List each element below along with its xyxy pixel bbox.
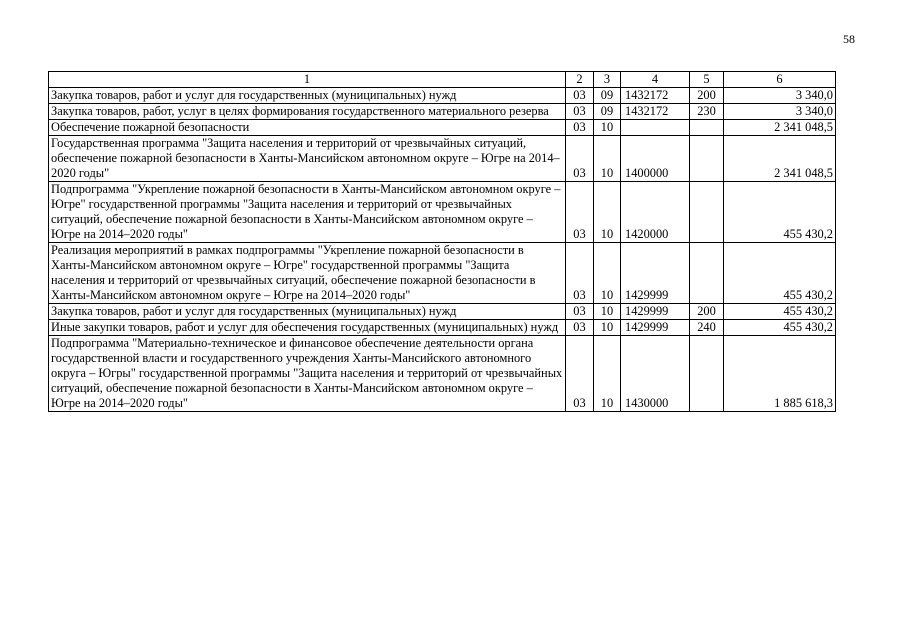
row-subsection: 10 xyxy=(594,336,621,412)
table-row xyxy=(49,243,836,304)
row-section: 03 xyxy=(566,120,594,136)
row-section: 03 xyxy=(566,320,594,336)
row-amount: 2 341 048,5 xyxy=(724,120,836,136)
table-row xyxy=(49,136,836,182)
row-section: 03 xyxy=(566,336,594,412)
table-row xyxy=(49,120,836,136)
row-target-article: 1420000 xyxy=(621,182,690,243)
header-cell-name: 1 xyxy=(49,72,566,88)
row-expense-type: 240 xyxy=(690,320,724,336)
row-name: Закупка товаров, работ, услуг в целях формирования государственного материального резерва xyxy=(49,104,566,120)
row-expense-type: 200 xyxy=(690,88,724,104)
row-name: Реализация мероприятий в рамках подпрограммы "Укрепление пожарной безопасности в Ханты-Мансийском автономном округе – Югре" государственной программы "Защита населения и территорий от чрезвычайных ситуаций, обеспечение пожарной безопасности в Ханты-Мансийском автономном округе – Югре на 2014–2020 годы" xyxy=(49,243,566,304)
row-name: Обеспечение пожарной безопасности xyxy=(49,120,566,136)
row-target-article: 1429999 xyxy=(621,304,690,320)
row-section: 03 xyxy=(566,136,594,182)
row-name: Закупка товаров, работ и услуг для государственных (муниципальных) нужд xyxy=(49,304,566,320)
row-amount: 2 341 048,5 xyxy=(724,136,836,182)
budget-table xyxy=(48,71,836,412)
row-target-article: 1432172 xyxy=(621,88,690,104)
table-row xyxy=(49,88,836,104)
table-row xyxy=(49,104,836,120)
row-subsection: 10 xyxy=(594,320,621,336)
row-section: 03 xyxy=(566,243,594,304)
row-subsection: 09 xyxy=(594,88,621,104)
row-amount: 1 885 618,3 xyxy=(724,336,836,412)
row-amount: 3 340,0 xyxy=(724,104,836,120)
row-section: 03 xyxy=(566,104,594,120)
row-section: 03 xyxy=(566,88,594,104)
row-amount: 455 430,2 xyxy=(724,243,836,304)
header-cell-target-article: 4 xyxy=(621,72,690,88)
row-amount: 455 430,2 xyxy=(724,182,836,243)
row-expense-type: 200 xyxy=(690,304,724,320)
page-number: 58 xyxy=(843,32,855,46)
row-section: 03 xyxy=(566,182,594,243)
row-name: Подпрограмма "Укрепление пожарной безопасности в Ханты-Мансийском автономном округе – Югре" государственной программы "Защита населения и территорий от чрезвычайных ситуаций, обеспечение пожарной безопасности в Ханты-Мансийском автономном округе – Югре на 2014–2020 годы" xyxy=(49,182,566,243)
row-target-article: 1430000 xyxy=(621,336,690,412)
row-expense-type xyxy=(690,243,724,304)
table-row xyxy=(49,320,836,336)
table-row xyxy=(49,304,836,320)
row-subsection: 10 xyxy=(594,136,621,182)
row-expense-type xyxy=(690,182,724,243)
row-target-article: 1432172 xyxy=(621,104,690,120)
row-section: 03 xyxy=(566,304,594,320)
table-row xyxy=(49,336,836,412)
row-subsection: 10 xyxy=(594,243,621,304)
row-amount: 455 430,2 xyxy=(724,304,836,320)
row-expense-type: 230 xyxy=(690,104,724,120)
row-target-article: 1429999 xyxy=(621,243,690,304)
header-cell-amount: 6 xyxy=(724,72,836,88)
row-name: Иные закупки товаров, работ и услуг для обеспечения государственных (муниципальных) нужд xyxy=(49,320,566,336)
table-row xyxy=(49,182,836,243)
header-cell-subsection: 3 xyxy=(594,72,621,88)
row-target-article: 1400000 xyxy=(621,136,690,182)
header-cell-expense-type: 5 xyxy=(690,72,724,88)
row-expense-type xyxy=(690,120,724,136)
row-expense-type xyxy=(690,136,724,182)
row-subsection: 10 xyxy=(594,120,621,136)
row-name: Подпрограмма "Материально-техническое и финансовое обеспечение деятельности органа государственной власти и государственного учреждения Ханты-Мансийского автономного округа – Югры" государственной программы "Защита населения и территорий от чрезвычайных ситуаций, обеспечение пожарной безопасности в Ханты-Мансийском автономном округе – Югре на 2014–2020 годы" xyxy=(49,336,566,412)
row-amount: 455 430,2 xyxy=(724,320,836,336)
row-name: Государственная программа "Защита населения и территорий от чрезвычайных ситуаций, обеспечение пожарной безопасности в Ханты-Мансийском автономном округе – Югре на 2014–2020 годы" xyxy=(49,136,566,182)
row-name: Закупка товаров, работ и услуг для государственных (муниципальных) нужд xyxy=(49,88,566,104)
row-subsection: 09 xyxy=(594,104,621,120)
header-row xyxy=(49,72,836,88)
row-expense-type xyxy=(690,336,724,412)
row-subsection: 10 xyxy=(594,182,621,243)
row-subsection: 10 xyxy=(594,304,621,320)
row-target-article: 1429999 xyxy=(621,320,690,336)
header-cell-section: 2 xyxy=(566,72,594,88)
row-amount: 3 340,0 xyxy=(724,88,836,104)
row-target-article xyxy=(621,120,690,136)
